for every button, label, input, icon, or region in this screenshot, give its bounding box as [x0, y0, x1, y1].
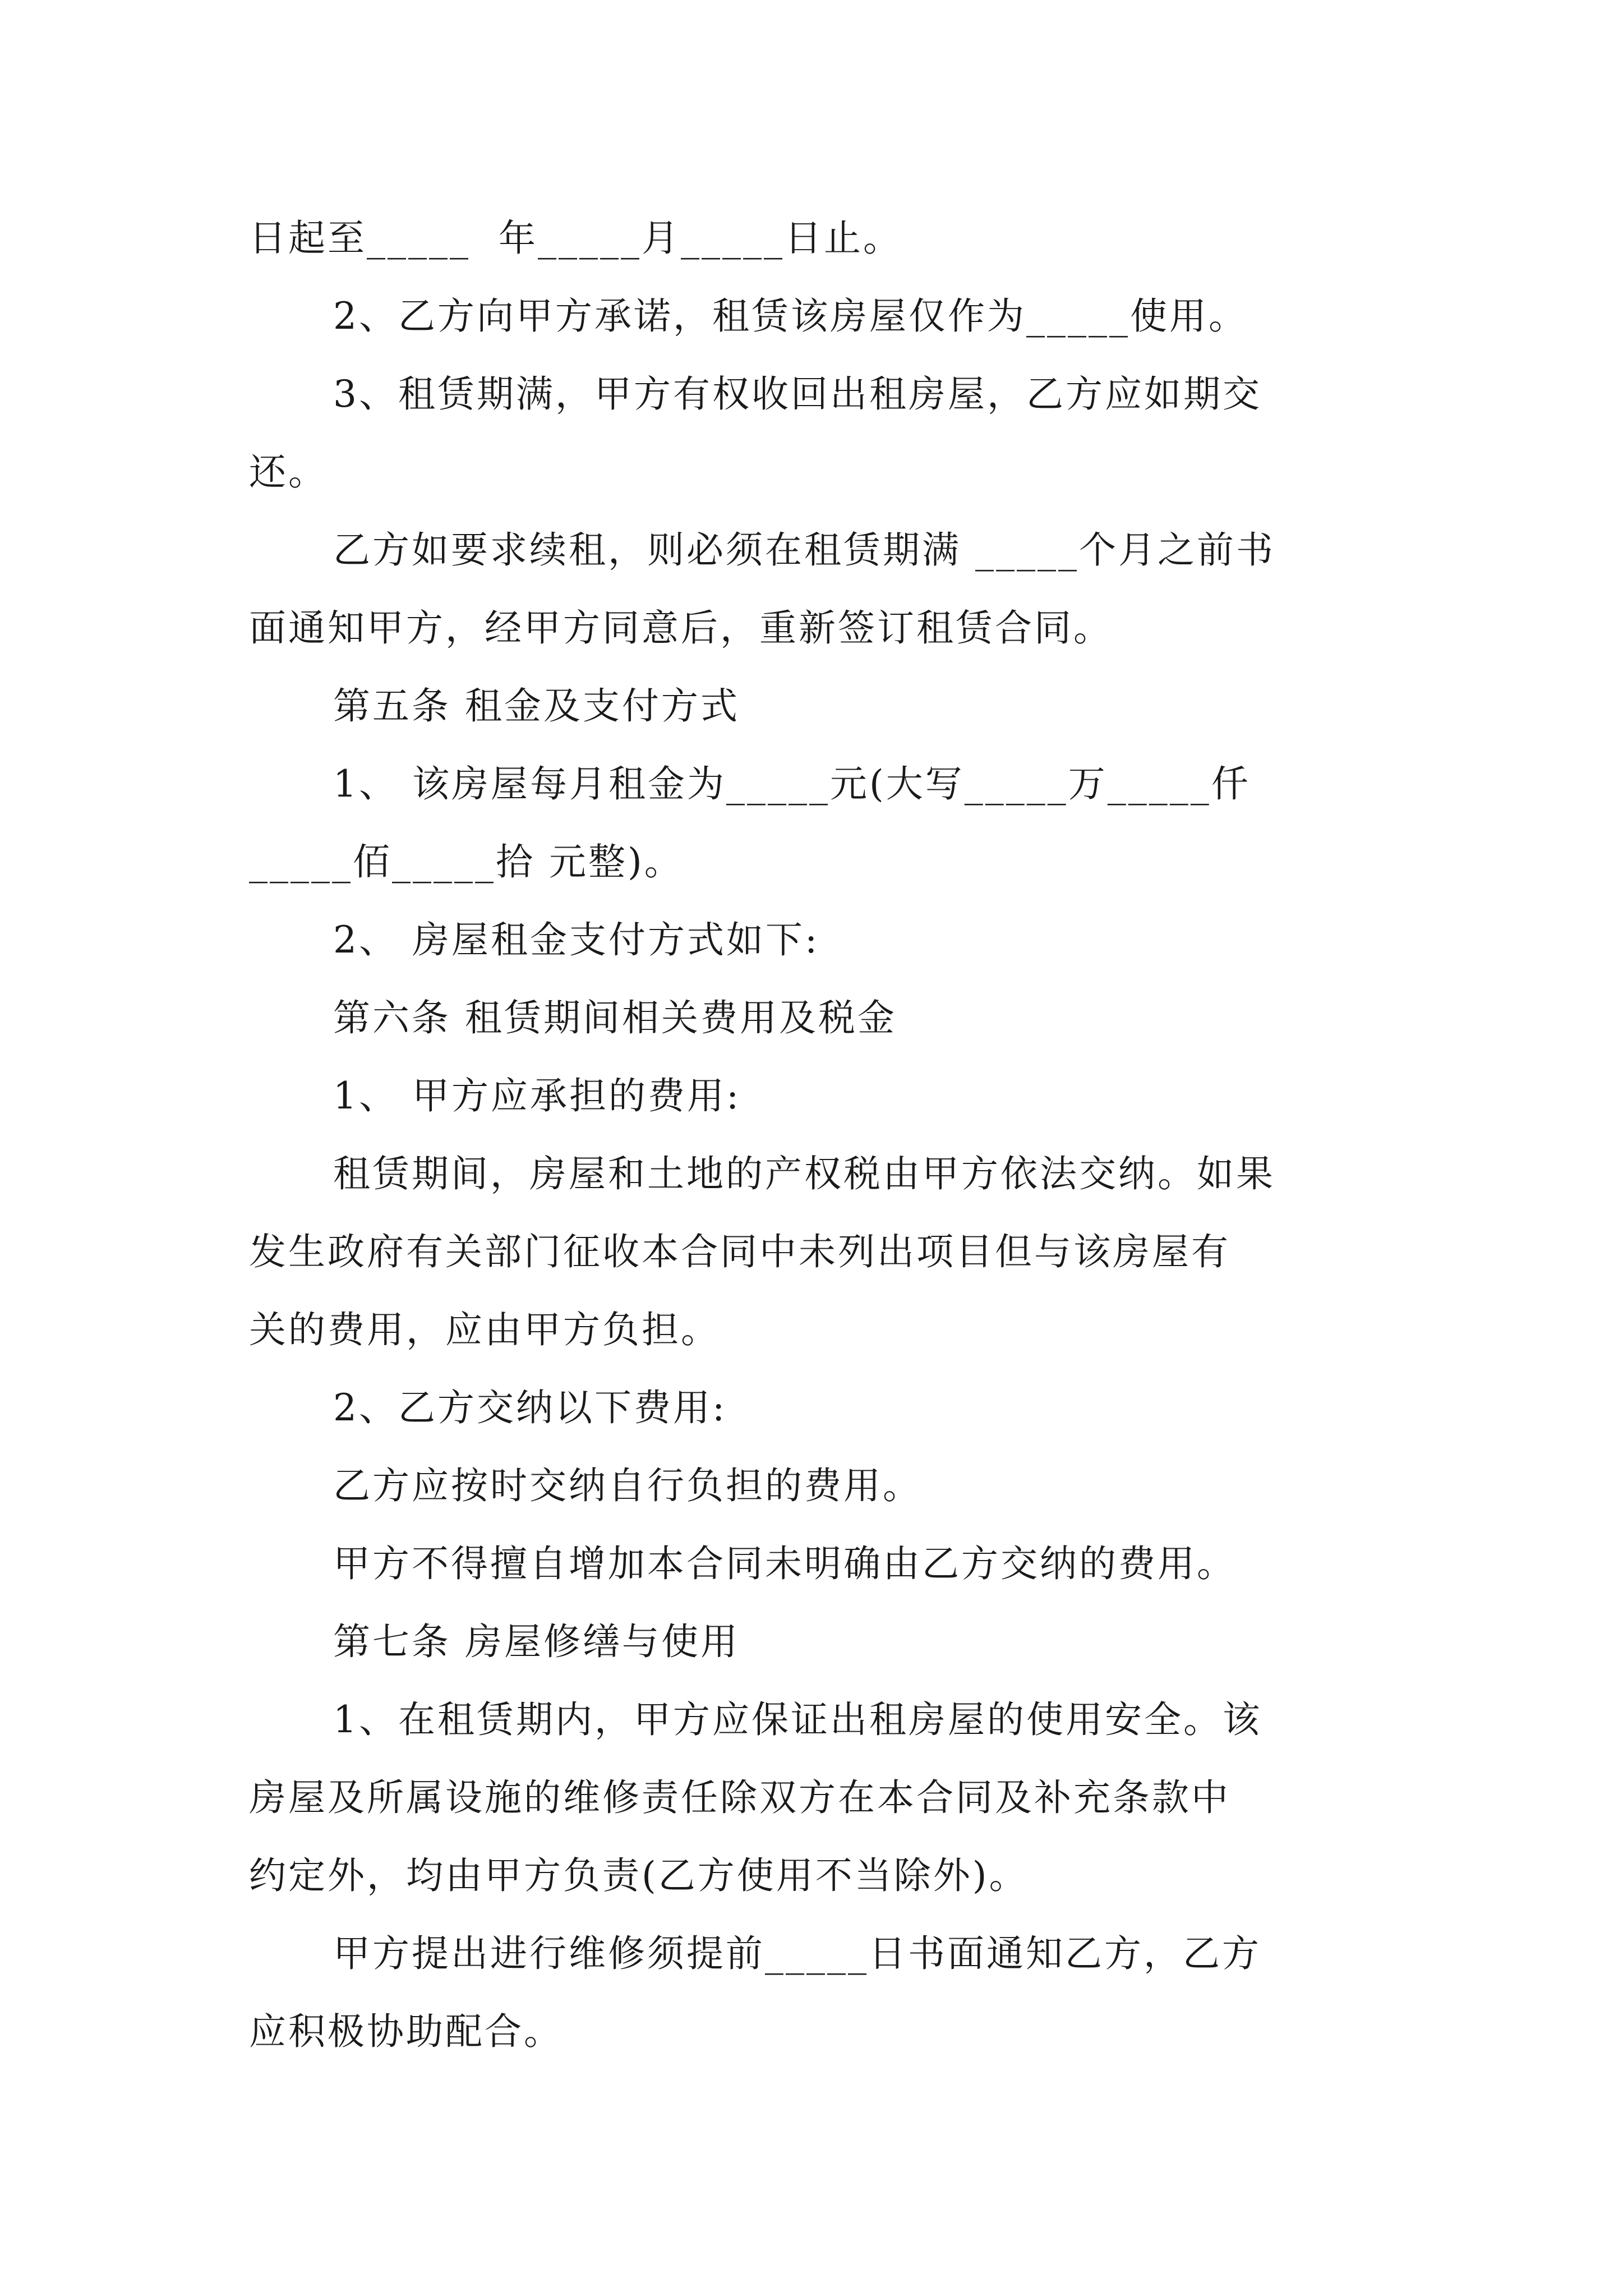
text-line: 日起至_____ 年_____月_____日止。	[249, 217, 902, 260]
text-line: 面通知甲方，经甲方同意后，重新签订租赁合同。	[249, 606, 1113, 650]
text-line: 甲方不得擅自增加本合同未明确由乙方交纳的费用。	[333, 1542, 1236, 1585]
text-line: 乙方如要求续租，则必须在租赁期满 _____个月之前书	[333, 528, 1275, 572]
text-line: 关的费用，应由甲方负担。	[249, 1308, 720, 1351]
text-line: 乙方应按时交纳自行负担的费用。	[333, 1464, 922, 1507]
text-line: 租赁期间，房屋和土地的产权税由甲方依法交纳。如果	[333, 1152, 1275, 1195]
text-line: 2、乙方向甲方承诺，租赁该房屋仅作为_____使用。	[333, 295, 1248, 338]
text-line: 3、租赁期满，甲方有权收回出租房屋，乙方应如期交	[333, 372, 1262, 416]
text-line: 甲方提出进行维修须提前_____日书面通知乙方，乙方	[333, 1932, 1261, 1975]
text-line: 1、 甲方应承担的费用:	[333, 1074, 741, 1117]
text-line: 还。	[249, 450, 328, 494]
text-line: _____佰_____拾 元整)。	[249, 840, 684, 884]
text-line: 1、在租赁期内，甲方应保证出租房屋的使用安全。该	[333, 1698, 1262, 1741]
section-heading: 第五条 租金及支付方式	[333, 684, 740, 728]
text-line: 2、乙方交纳以下费用:	[333, 1386, 727, 1429]
text-line: 房屋及所属设施的维修责任除双方在本合同及补充条款中	[249, 1776, 1230, 1819]
document-body	[249, 199, 1387, 2070]
text-line: 1、 该房屋每月租金为_____元(大写_____万_____仟	[333, 762, 1251, 806]
section-heading: 第七条 房屋修缮与使用	[333, 1620, 740, 1663]
text-line: 发生政府有关部门征收本合同中未列出项目但与该房屋有	[249, 1230, 1230, 1273]
text-line: 约定外，均由甲方负责(乙方使用不当除外)。	[249, 1854, 1029, 1897]
section-heading: 第六条 租赁期间相关费用及税金	[333, 996, 897, 1039]
text-line: 2、 房屋租金支付方式如下:	[333, 918, 820, 961]
text-line: 应积极协助配合。	[249, 2010, 563, 2053]
